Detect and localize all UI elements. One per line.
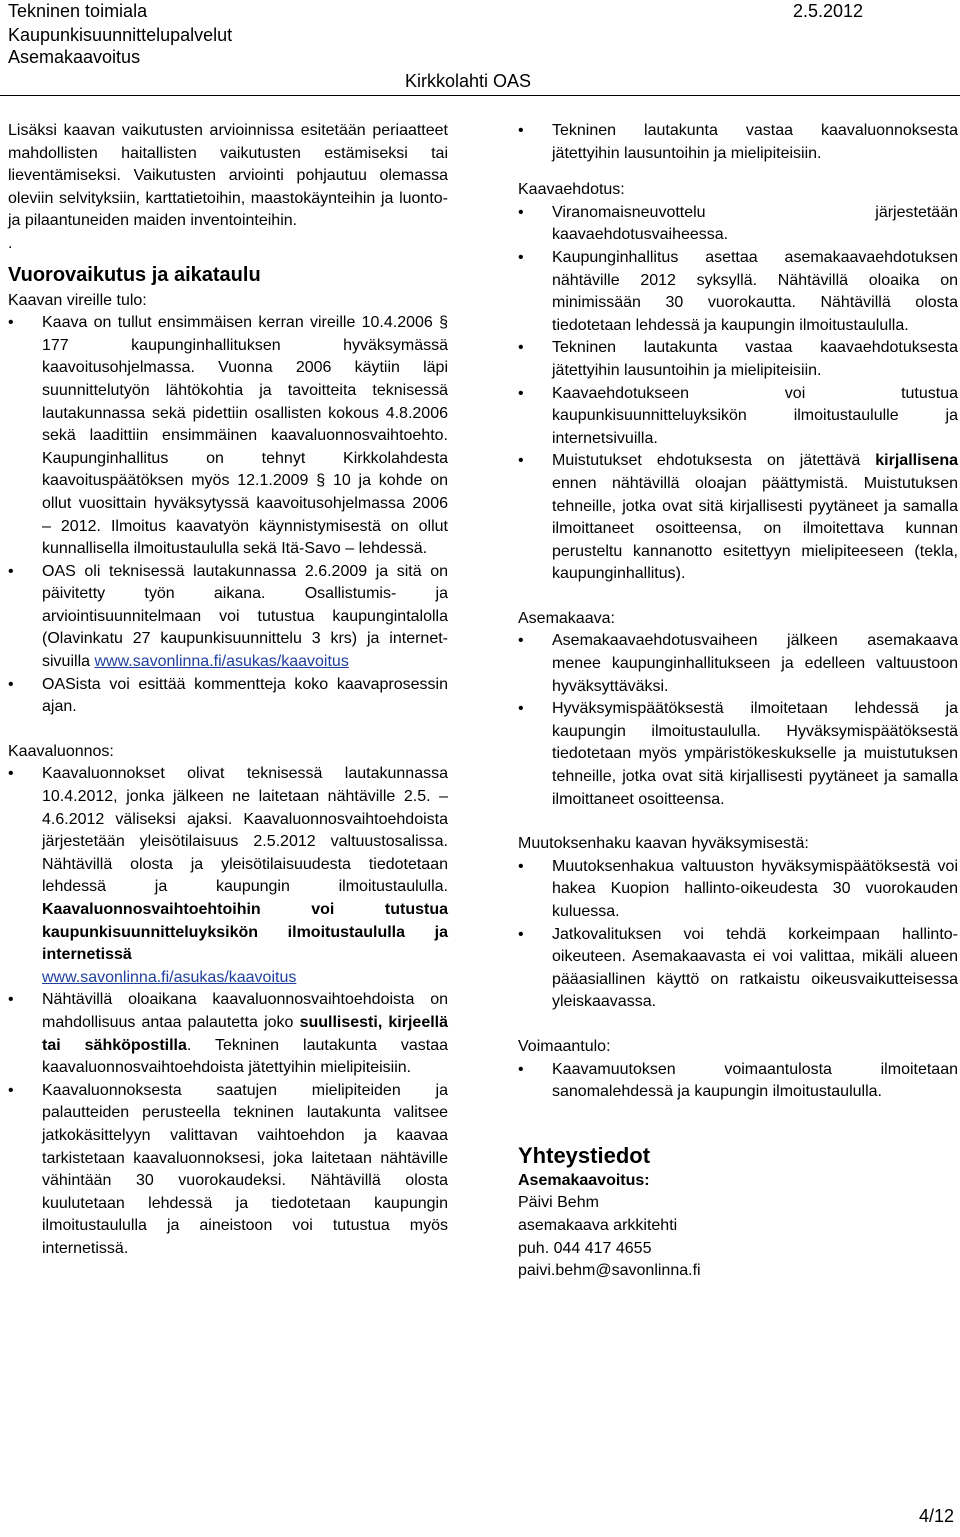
list-item: • Hyväksymispäätöksestä ilmoitetaan lehdessä ja kaupungin ilmoitustaululla. Hyväksymispäätöksestä tiedotetaan myös ympäristökeskukselle ja muistutuksen tehneille, jotka ovat sitä kirjallisesti pyytäneet ja samalla ilmoittaneet osoitteensa.: [518, 698, 958, 811]
ehdotus-heading: Kaavaehdotus:: [518, 181, 625, 199]
intro-paragraph: Lisäksi kaavan vaikutusten arvioinnissa esitetään periaatteet mahdollisten haitallisten vaikutusten estämiseksi tai lieventämiseksi. Vaikutusten arviointi pohjautuu olemassa oleviin selvityksiin, karttatietoihin, maastokäynteihin ja luonto- ja pilaantuneiden maiden inventointeihin.: [8, 122, 448, 230]
list-item-text: Nähtävillä oloaikana kaavaluonnosvaihtoehdoista on mahdollisuus antaa palautetta joko: [42, 991, 448, 1031]
contact-subtitle: Asemakaavoitus:: [518, 1171, 650, 1189]
list-item-text: ennen nähtävillä oloajan päättymistä. Muistutuksen tehneille, jotka ovat sitä kirjallisesti pyytäneet ja samalla ilmoittaneet osoitteensa, on ilmoitettava kunnan perusteltu kannanotto esitettyyn mielipiteeseen (tekla, kaupunginhallitus).: [552, 474, 958, 583]
vireille-list: [8, 312, 448, 719]
luonnos-heading: Kaavaluonnos:: [8, 742, 114, 760]
kaavoitus-link[interactable]: www.savonlinna.fi/asukas/kaavoitus: [94, 653, 349, 671]
voimaantulo-list: [518, 1059, 958, 1104]
list-item: • Kaavaluonnoksesta saatujen mielipiteiden ja palautteiden perusteella tekninen lautakunta valitsee jatkokäsittelyyn valittavan vaihtoehdon ja kaavaa tarkistetaan kaavaluonnoksesi, joka laitetaan nähtäville vähintään 30 vuorokaudeksi. Nähtävillä olosta kuulutetaan lehdessä ja tiedotetaan kaupungin ilmoitustaululla ja aineistoon voi tutustua myös internetissä.: [8, 1080, 448, 1261]
header-doc-title: Kirkkolahti OAS: [405, 71, 532, 91]
ehdotus-list: [518, 202, 958, 586]
luonnos-list: [8, 763, 448, 1260]
vireille-heading: Kaavan vireille tulo:: [8, 291, 147, 309]
list-item: • Tekninen lautakunta vastaa kaavaluonnoksesta jätettyihin lausuntoihin ja mielipiteisiin.: [518, 120, 958, 165]
header-unit: Asemakaavoitus: [8, 47, 141, 67]
list-item-text: Kaavaluonnokset olivat teknisessä lautakunnassa 10.4.2012, jonka jälkeen ne laitetaan nähtäville 2.5. – 4.6.2012 väliseksi ajaksi. Kaavaluonnosvaihtoehdoista järjestetään yleisötilaisuus 2.5.2012 valtuustosalissa. Nähtävillä olosta ja yleisötilaisuudesta tiedotetaan lehdessä ja kaupungin ilmoitustaululla.: [42, 765, 448, 896]
kaavoitus-link-2[interactable]: www.savonlinna.fi/asukas/kaavoitus: [42, 968, 297, 986]
list-item: [8, 561, 448, 674]
list-item-bold: Kaavaluonnosvaihtoehtoihin voi tutustua kaupunkisuunnitteluyksikön ilmoitustaululla ja internetissä: [42, 901, 448, 964]
list-item: • Viranomaisneuvottelu järjestetään kaavaehdotusvaiheessa.: [518, 202, 958, 247]
list-item: • Kaavamuutoksen voimaantulosta ilmoitetaan sanomalehdessä ja kaupungin ilmoitustaululla.: [518, 1059, 958, 1104]
list-item: • Tekninen lautakunta vastaa kaavaehdotuksesta jätettyihin lausuntoihin ja mielipiteisiin.: [518, 337, 958, 382]
voimaantulo-heading: Voimaantulo:: [518, 1037, 611, 1055]
list-item-bold: suullisesti, kirjeellä tai sähköpostilla: [42, 1013, 449, 1054]
list-item-text: Muistutukset ehdotuksesta on jätettävä: [552, 452, 861, 470]
left-column: [8, 120, 448, 1261]
asemakaava-list: [518, 630, 958, 811]
contact-phone: puh. 044 417 4655: [518, 1239, 652, 1257]
list-item-text: OAS oli teknisessä lautakunnassa 2.6.2009 ja sitä on päivitetty työn aikana. Osallistumis- ja arviointisuunnitelmaan voi tutustua kaupungintalolla (Olavinkatu 27 kaupunkisuunnittelu 3 krs) ja internet-sivuilla: [42, 562, 448, 671]
contact-name: Päivi Behm: [518, 1194, 599, 1212]
muutoksenhaku-heading: Muutoksenhaku kaavan hyväksymisestä:: [518, 835, 809, 853]
header-date: 2.5.2012: [793, 1, 864, 21]
contact-role: asemakaava arkkitehti: [518, 1216, 678, 1234]
list-item-bold: kirjallisena: [875, 452, 958, 470]
list-item: [8, 763, 448, 989]
page-number: 4/12: [918, 1506, 954, 1526]
list-item: [518, 450, 958, 586]
contact-email[interactable]: paivi.behm@savonlinna.fi: [518, 1262, 701, 1280]
list-item: • Jatkovalituksen voi tehdä korkeimpaan hallinto-oikeuteen. Asemakaavasta ei voi valittaa, mikäli alueen pääasiallinen käyttö on ratkaistu oikeusvaikutteisessa yleiskaavassa.: [518, 924, 958, 1014]
luonnos-response-list: [518, 120, 958, 165]
header-dept: Kaupunkisuunnittelupalvelut: [8, 25, 233, 45]
muutoksenhaku-list: [518, 856, 958, 1014]
contact-title: Yhteystiedot: [518, 1142, 651, 1168]
list-item: • Kaava on tullut ensimmäisen kerran vireille 10.4.2006 § 177 kaupunginhallituksen hyväksymässä kaavoitusohjelmassa. Vuonna 2006 käytiin läpi suunnittelutyön lähtökohtia ja tavoitteita teknisessä lautakunnassa sekä pidettiin osallisten kokous 4.8.2006 sekä laadittiin ensimmäinen kaavaluonnosvaihtoehto. Kaupunginhallitus on tehnyt Kirkkolahdesta kaavoituspäätöksen myös 12.1.2009 § 10 ja kohde on ollut vuosittain hyväksytyssä kaavoitusohjelmassa 2006 – 2012. Ilmoitus kaavatyön käynnistymisestä on ollut kunnallisella ilmoitustaululla sekä Itä-Savo – lehdessä.: [8, 312, 448, 561]
list-item-text: . Tekninen lautakunta vastaa kaavaluonnosvaihtoehdoista jätettyihin mielipiteisiin.: [42, 1036, 449, 1077]
list-item: • Asemakaavaehdotusvaiheen jälkeen asemakaava menee kaupunginhallitukseen ja edelleen valtuustoon hyväksyttäväksi.: [518, 630, 958, 698]
section-title: Vuorovaikutus ja aikataulu: [8, 263, 261, 286]
separator-dot: .: [8, 234, 13, 252]
list-item: [8, 989, 448, 1079]
list-item: • OASista voi esittää kommentteja koko kaavaprosessin ajan.: [8, 674, 448, 719]
header-org: Tekninen toimiala: [8, 1, 148, 21]
right-column: [518, 120, 958, 1283]
list-item: • Kaavaehdotukseen voi tutustua kaupunkisuunnitteluyksikön ilmoitustaululle ja internetsivuilla.: [518, 383, 958, 451]
list-item: • Muutoksenhakua valtuuston hyväksymispäätöksestä voi hakea Kuopion hallinto-oikeudesta 30 vuorokauden kuluessa.: [518, 856, 958, 924]
list-item: • Kaupunginhallitus asettaa asemakaavaehdotuksen nähtäville 2012 syksyllä. Nähtävillä oloaika on minimissään 30 vuorokautta. Nähtävillä olosta tiedotetaan lehdessä ja kaupungin ilmoitustaululla.: [518, 247, 958, 337]
asemakaava-heading: Asemakaava:: [518, 609, 615, 627]
header-divider: [0, 95, 960, 96]
